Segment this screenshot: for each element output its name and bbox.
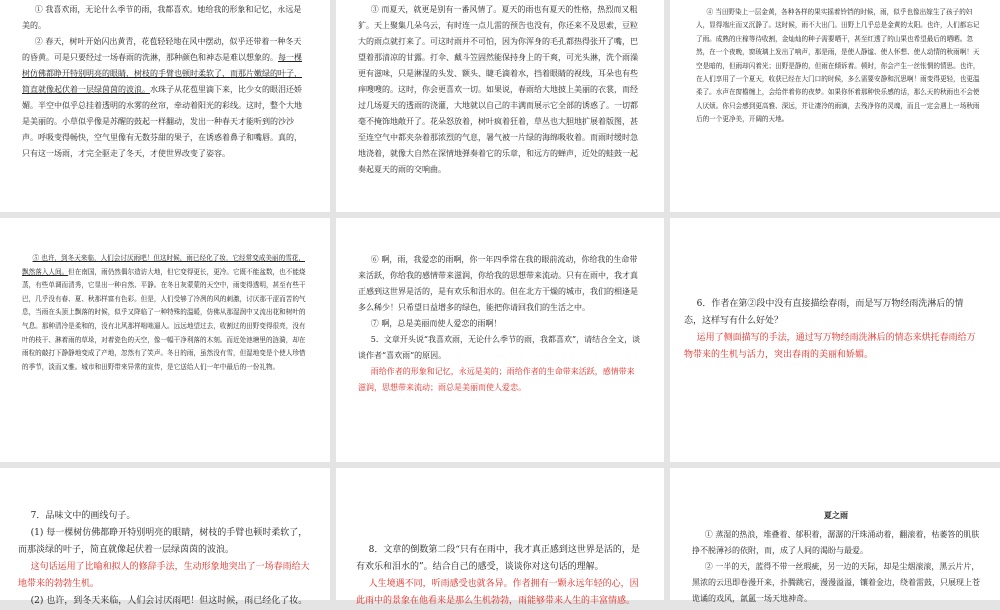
answer-5: 雨给作者的形象和记忆，永远是美的；雨给作者的生命带来活跃，感情带来滋润，思想带来流动；雨总是美丽而使人爱恋。 <box>358 367 635 392</box>
slide-3 <box>670 0 1000 212</box>
question-7: 7．品味文中的画线句子。 <box>30 511 136 521</box>
slide-7 <box>0 468 330 606</box>
answer-7-1: 这句话运用了比喻和拟人的修辞手法，生动形象地突出了一场春雨给大地带来的勃勃生机。 <box>18 562 310 589</box>
question-8: 8．文章的倒数第二段“只有在雨中，我才真正感到这世界是活的，是有欢乐和泪水的”。结合自己的感受，谈谈你对这句话的理解。 <box>356 545 640 572</box>
article-paragraph-2: ② 一半的天，蓝得不带一丝瑕疵，另一边的天际，却是尘烟滚滚，黑云片片，黑浓的云迅即卷漫开来，扑腾跳宕，漫漫溢溢，镶着金边，绕着雷鼓，只展现上苍诡谲的戏风，氤氲一场天地神奇。 <box>692 562 980 603</box>
underlined-sentence-2: ⑤ 也许，到冬天来临，人们会讨厌雨吧！但这时候，雨已经化了妆，它经常变成美丽的雪花，飘然落入人间。 <box>22 254 305 276</box>
slide-6 <box>670 218 1000 462</box>
question-7-1: (1) 每一棵树仿佛都睁开特别明亮的眼睛，树枝的手臂也顿时柔软了，而那淡绿的叶子，简直就像起伏着一层绿茵茵的波浪。 <box>18 528 308 555</box>
paragraph-6: ⑥ 啊，雨，我爱恋的雨啊，你一年四季常在我的眼前流动，你给我的生命带来活跃，你给我的感情带来滋润，你给我的思想带来流动。只有在雨中，我才真正感到这世界是活的，是有欢乐和泪水的。但在北方干燥的城市，我们的相逢是多么稀少！只希望日益增多的绿色，能把你请回我们的生活之中。 <box>358 255 638 312</box>
article-paragraph-1: ① 蒸湿的热浪，堆叠着、郁积着，潺潺的汗珠涌动着，翻滚着，枯萎答的肌肤挣不脱薄衫的依附，而，成了人间的渴盼与最爱。 <box>692 530 980 555</box>
article-title: 夏之雨 <box>824 510 848 520</box>
answer-6: 运用了侧面描写的手法，通过写万物经雨洗淋后的情态来烘托春雨给万物带来的生机与活力，突出春雨的美丽和娇媚。 <box>684 333 976 360</box>
paragraph-4: ④ 当田野染上一层金黄，各种各样的果实摇着铃铛的时候，雨，似乎也像出嫁生了孩子的妇人，显得端庄而又沉静了。这时候，雨不大出门。田野上几乎总是金黄的太阳。也许，人们都忘记了雨。成熟的庄稼等待收割，金灿灿的种子需要晒干，甚至红透了的山果也希望最后的晒晒。忽然，在一个夜晚，窗玻璃上发出了响声，那是雨，是使人静谧、使人怀想、使人动情的秋雨啊！天空是暗的，但雨却闪着光；田野是静的，但雨在倾诉着。顿时，你会产生一丝怅惘的情思。也许，在人们享用了一个夏天，收获已经在大门口的时候，多么需要安静和沉思啊！雨变得更轻，也更温柔了。水声在窗檐缠上，会给伴着你的夜梦。如果你怀着那种快乐感的话，那么天的秋雨也不会使人厌烦。你只会感到更高雅、深远，并让凄冷的雨滴，去残净你的灵魂，而且一定会遇上一场秋雨后的一个更净美，开阔的天地。 <box>696 8 980 124</box>
answer-8: 人生境遇不同，听雨感受也就各异。作者拥有一颗永远年轻的心，因此雨中的景象在他看来是那么生机勃勃，雨能够带来人生的丰富情感。 <box>356 579 639 606</box>
paragraph-7: ⑦ 啊，总是美丽而使人爱恋的雨啊！ <box>370 319 502 328</box>
paragraph-3: ③ 而夏天，就更是别有一番风情了。夏天的雨也有夏天的性格，热烈而又粗犷。天上聚集几朵乌云，有时连一点儿雷的预告也没有，你还来不及思索，豆粒大的雨点就打来了。可这时雨并不可怕，因为你浑身的毛孔都热得张开了嘴，巴望着那清凉的甘露。打伞、戴斗笠固然能保持身上的干爽，可光头淋，洗个雨澡更有滋味，只是淋湿的头发、额头、睫毛滴着水，挡着眼睛的视线，耳朵也有些痒嗖嗖的。这时，你会更喜欢一切。如果说，春雨给大地披上美丽的衣裳，而经过几场夏天的透雨的浇灌，大地就以自己的丰满而展示它全部的诱惑了。一切都毫不掩饰地敞开了。花朵怒放着，树叶疯着狂着，草丛也大胆地扩展着版图，甚至连空气中都夹杂着那浓烈的气息，暑气被一片绿的海绵吸收着。而雨时缓时急地浇着，就像大自然在深情地弹奏着它的乐章，和远方的蝉声，近处的蛙鼓一起奏起夏天的雨的交响曲。 <box>358 5 638 174</box>
slide-4 <box>0 218 330 462</box>
slide-9 <box>670 468 1000 603</box>
slide-8 <box>336 468 664 606</box>
question-5: 5．文章开头说“我喜欢雨，无论什么季节的雨，我都喜欢”，请结合全文，谈谈作者“喜欢雨”的原因。 <box>358 335 641 360</box>
slide-1 <box>0 0 330 212</box>
question-7-2: (2) 也许，到冬天来临，人们会讨厌雨吧！但这时候，雨已经化了妆。 <box>30 596 308 606</box>
question-6: 6．作者在第②段中没有直接描绘春雨，而是写万物经雨洗淋后的情态，这样写有什么好处？ <box>684 299 964 326</box>
paragraph-1: ① 我喜欢雨，无论什么季节的雨，我都喜欢。她给我的形象和记忆，永远是美的。 <box>22 5 302 30</box>
paragraph-5: ⑤ 也许，到冬天来临，人们会讨厌雨吧！但这时候，雨已经化了妆，它经常变成美丽的雪花，飘然落入人间。但在南国，雨仍然偶尔造访大地，但它变得更长，更冷。它既不能盆数，也不能烧蒸，有些单调而清秀，它显出一种自然、平静。在冬日灰蒙蒙的天空中，雨变得透明，甚至有些干巴，几乎没有春、夏、秋那样富有色彩。但是，人们受够了冷冽的风的刺激，讨厌那干涩而苦的气息，当雨在头顶上飘落的时候，似乎又降临了一种特殊的温暖，仿佛从那湿润中又流出花和树叶的气息。那种清冷是柔和的，没有北风那样咄咄逼人。远远地望过去，收割过的田野变得很亮，没有叶的枝干、淋着雨的草垛，对着瓷色的天空，像一幅干净利落的木刻。而近处池塘里的涟漪，却在雨粒的敲打下静静地变成了产地，忽然有了笑声。冬日的雨，虽然没有雪，但湿地变是个使人珍惜的季节，淡而又雅。城市和田野带来异常的宣传，是它送给人们一年中最后的一份礼物。 <box>22 254 306 371</box>
slide-5 <box>336 218 664 462</box>
underlined-sentence-1: 每一棵树仿佛都睁开特别明亮的眼睛，树枝的手臂也顿时柔软了，而那片嫩绿的叶子，简直就像起伏着一层绿茵茵的波浪。 <box>22 53 302 94</box>
slide-2 <box>336 0 664 212</box>
paragraph-2: ② 春天，树叶开始闪出黄青，花苞轻轻地在风中摆动，似乎还带着一种冬天的昏黄。可是只要经过一场春雨的洗淋，那种颜色和神态是难以想象的。每一棵树仿佛都睁开特别明亮的眼睛，树枝的手臂也顿时柔软了，而那片嫩绿的叶子，简直就像起伏着一层绿茵茵的波浪。水珠子从花苞里滴下来，比少女的眼泪还娇媚。半空中似乎总挂着透明的水雾的丝帘，牵动着阳光的彩线。这时，整个大地是美丽的。小草似乎像是苏醒的鼓起一样翻动，发出一种春天才能听到的沙沙声。呼吸变得畅快，空气里像有无数芬甜的果子，在诱惑着鼻子和嘴唇。真的，只有这一场雨，才完全驱走了冬天，才使世界改变了姿容。 <box>22 37 302 158</box>
